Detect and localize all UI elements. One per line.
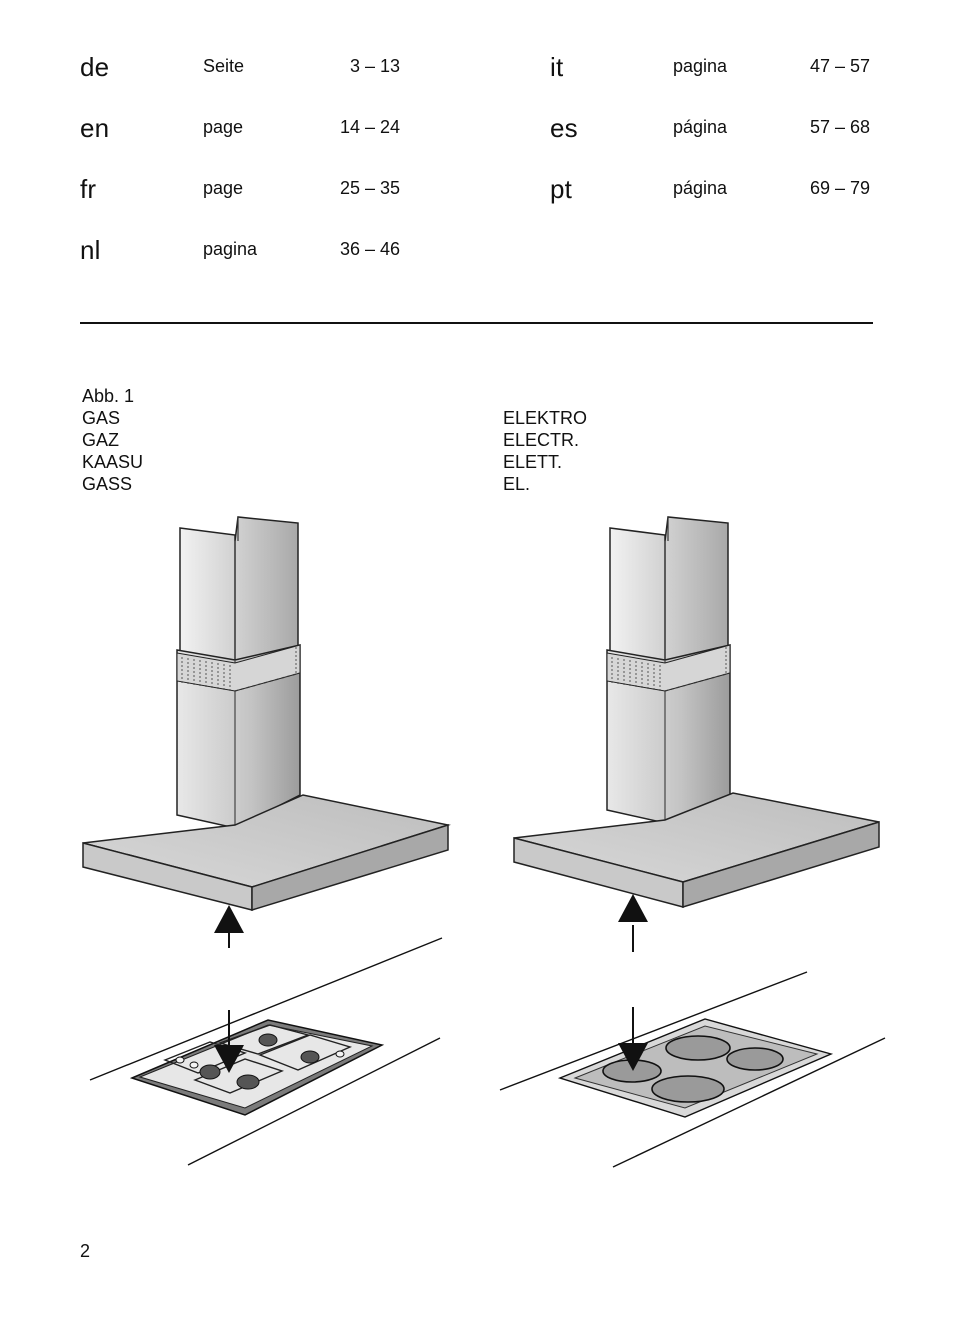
toc-row-en <box>80 113 400 153</box>
toc-row-de <box>80 52 400 92</box>
page-range: 57 – 68 <box>809 117 870 137</box>
page-number: 2 <box>80 1241 91 1261</box>
electric-labels <box>503 407 587 495</box>
electric-hob-illustration <box>495 505 895 1185</box>
page-range: 14 – 24 <box>339 117 400 137</box>
page-word: pagina <box>673 56 728 76</box>
toc-row-nl <box>80 235 400 275</box>
gas-label: GAZ <box>82 430 120 450</box>
language-code: es <box>550 113 578 143</box>
electric-label: ELETT. <box>503 452 563 472</box>
page-word: pagina <box>203 239 258 259</box>
language-code: it <box>550 52 564 82</box>
page-word: página <box>673 178 728 198</box>
figure-ref: Abb. 1 <box>82 386 135 406</box>
language-code: de <box>80 52 110 82</box>
toc-row-pt <box>550 174 870 214</box>
page-range: 47 – 57 <box>809 56 870 76</box>
language-code: fr <box>80 174 97 204</box>
gas-label: GAS <box>82 408 121 428</box>
toc-row-es <box>550 113 870 153</box>
page-word: page <box>203 178 244 198</box>
page-word: Seite <box>203 56 245 76</box>
electric-label: EL. <box>503 474 531 494</box>
page-word: página <box>673 117 728 137</box>
page-range: 69 – 79 <box>809 178 870 198</box>
language-code: pt <box>550 174 573 204</box>
gas-hob-illustration <box>70 505 470 1185</box>
language-code: en <box>80 113 110 143</box>
toc-row-fr <box>80 174 400 214</box>
section-divider <box>80 322 873 324</box>
page-range: 25 – 35 <box>339 178 400 198</box>
page-range: 3 – 13 <box>349 56 400 76</box>
gas-label: GASS <box>82 474 133 494</box>
electric-label: ELEKTRO <box>503 408 588 428</box>
toc-row-it <box>550 52 870 92</box>
page-word: page <box>203 117 244 137</box>
electric-label: ELECTR. <box>503 430 580 450</box>
gas-labels <box>82 385 143 495</box>
page-range: 36 – 46 <box>339 239 400 259</box>
gas-label: KAASU <box>82 452 144 472</box>
language-code: nl <box>80 235 101 265</box>
